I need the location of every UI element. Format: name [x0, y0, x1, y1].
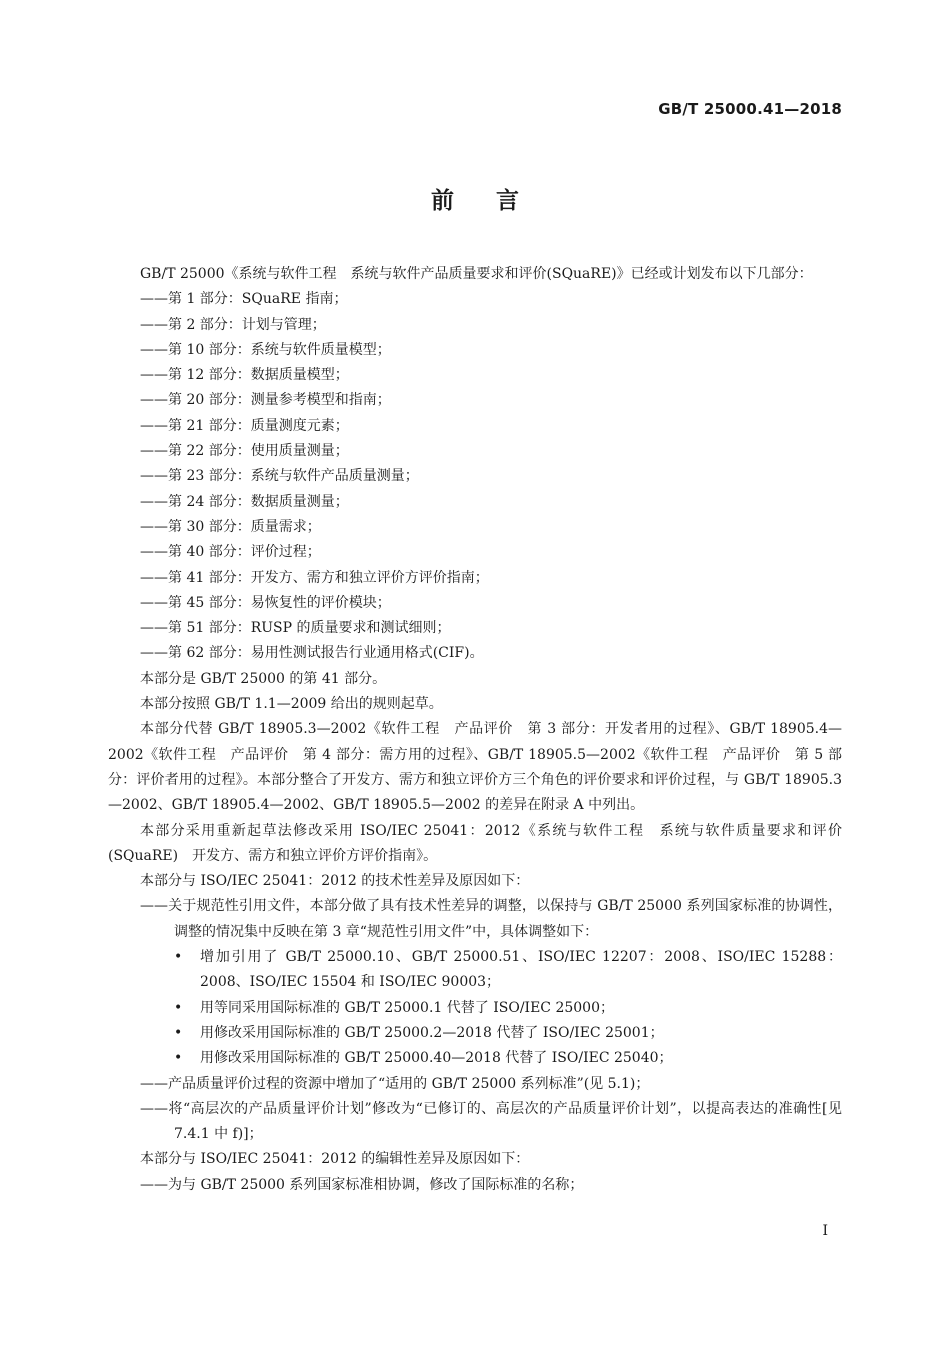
list-item: ——第 12 部分：数据质量模型；	[140, 367, 349, 384]
bullet-text: 用修改采用国际标准的 GB/T 25000.40—2018 代替了 ISO/IEC 25040；	[200, 1050, 673, 1067]
foreword-body	[108, 262, 842, 1198]
edit-diff-item: ——为与 GB/T 25000 系列国家标准相协调，修改了国际标准的名称；	[140, 1176, 584, 1193]
bullet-list	[108, 945, 842, 1071]
page-title: 前言	[431, 188, 561, 214]
tech-diff-item: ——将“高层次的产品质量评价计划”修改为“已修订的、高层次的产品质量评价计划”，以提高表达的准确性[见 7.4.1 中 f)]；	[140, 1100, 842, 1143]
part-of-paragraph: 本部分是 GB/T 25000 的第 41 部分。	[140, 670, 387, 687]
tech-diff-heading: 本部分与 ISO/IEC 25041：2012 的技术性差异及原因如下：	[140, 873, 530, 890]
bullet-text: 增加引用了 GB/T 25000.10、GB/T 25000.51、ISO/IEC 12207：2008、ISO/IEC 15288：2008、ISO/IEC 15504 和 ISO/IEC 90003；	[200, 949, 842, 991]
list-item: ——第 40 部分：评价过程；	[140, 544, 321, 561]
list-item: ——第 23 部分：系统与软件产品质量测量；	[140, 468, 419, 485]
bullet-item	[108, 1021, 842, 1046]
list-item: ——第 22 部分：使用质量测量；	[140, 443, 349, 460]
bullet-item	[108, 945, 842, 996]
bullet-icon: •	[174, 1050, 183, 1067]
list-item: ——第 62 部分：易用性测试报告行业通用格式(CIF)。	[140, 645, 484, 662]
drafting-paragraph: 本部分按照 GB/T 1.1—2009 给出的规则起草。	[140, 696, 443, 713]
intro-paragraph: GB/T 25000《系统与软件工程 系统与软件产品质量要求和评价(SQuaRE)》已经或计划发布以下几部分：	[140, 266, 813, 282]
replaces-paragraph: 本部分代替 GB/T 18905.3—2002《软件工程 产品评价 第 3 部分：开发者用的过程》、GB/T 18905.4—2002《软件工程 产品评价 第 4 部分：需方用的过程》、GB/T 18905.5—2002《软件工程 产品评价 第 5 部分：评价者用的过程》。本部分整合了开发方、需方和独立评价方三个角色的评价要求和评价过程，与 GB/T 18905.3—2002、GB/T 18905.4—2002、GB/T 18905.5—2002 的差异在附录 A 中列出。	[108, 721, 842, 814]
adoption-paragraph: 本部分采用重新起草法修改采用 ISO/IEC 25041：2012《系统与软件工程 系统与软件质量要求和评价(SQuaRE) 开发方、需方和独立评价方评价指南》。	[108, 822, 842, 864]
list-item: ——第 20 部分：测量参考模型和指南；	[140, 392, 391, 409]
list-item: ——第 45 部分：易恢复性的评价模块；	[140, 594, 391, 611]
bullet-item	[108, 1046, 842, 1071]
list-item: ——第 1 部分：SQuaRE 指南；	[140, 291, 348, 308]
bullet-icon: •	[174, 999, 183, 1016]
bullet-text: 用修改采用国际标准的 GB/T 25000.2—2018 代替了 ISO/IEC 25001；	[200, 1024, 664, 1041]
bullet-icon: •	[174, 1024, 183, 1041]
standard-code: GB/T 25000.41—2018	[658, 100, 842, 118]
parts-list	[108, 287, 842, 666]
tech-diff-item: ——关于规范性引用文件，本部分做了具有技术性差异的调整，以保持与 GB/T 25000 系列国家标准的协调性，调整的情况集中反映在第 3 章“规范性引用文件”中，具体调整如下：	[140, 898, 842, 940]
list-item: ——第 21 部分：质量测度元素；	[140, 417, 349, 434]
list-item: ——第 2 部分：计划与管理；	[140, 316, 326, 333]
list-item: ——第 51 部分：RUSP 的质量要求和测试细则；	[140, 620, 451, 637]
list-item: ——第 10 部分：系统与软件质量模型；	[140, 341, 391, 358]
list-item: ——第 24 部分：数据质量测量；	[140, 493, 349, 510]
list-item: ——第 41 部分：开发方、需方和独立评价方评价指南；	[140, 569, 489, 586]
bullet-item	[108, 996, 842, 1021]
page-number: I	[822, 1223, 828, 1239]
list-item: ——第 30 部分：质量需求；	[140, 518, 321, 535]
edit-diff-heading: 本部分与 ISO/IEC 25041：2012 的编辑性差异及原因如下：	[140, 1151, 530, 1168]
bullet-icon: •	[174, 949, 183, 966]
bullet-text: 用等同采用国际标准的 GB/T 25000.1 代替了 ISO/IEC 25000；	[200, 999, 614, 1016]
tech-diff-item: ——产品质量评价过程的资源中增加了“适用的 GB/T 25000 系列标准”(见 5.1)；	[140, 1075, 650, 1092]
